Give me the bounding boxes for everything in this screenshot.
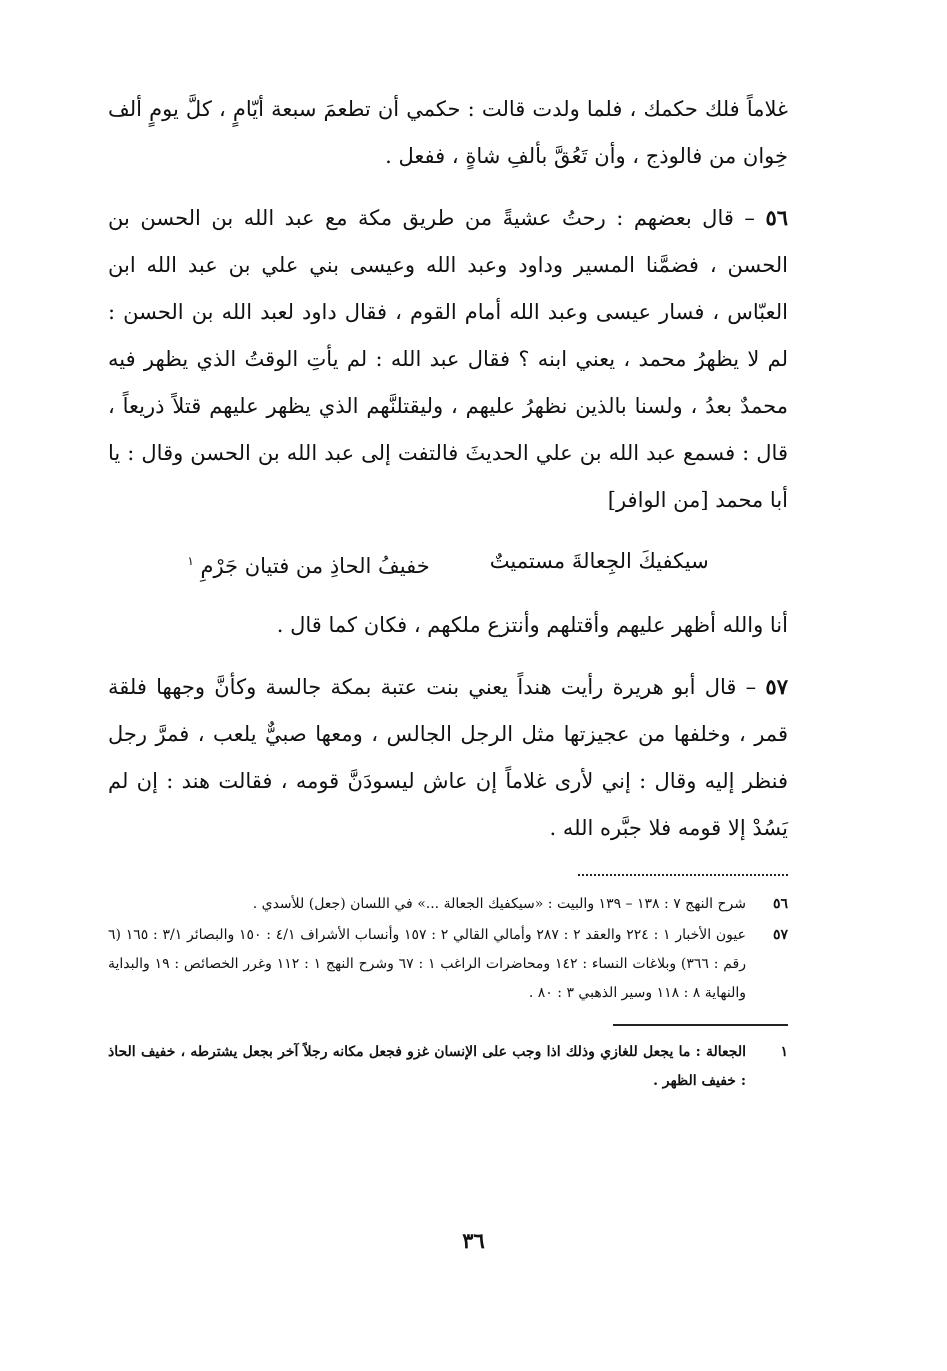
references [108,890,788,1008]
footnote [108,1038,788,1096]
paragraph-57 [108,663,788,852]
page-body [108,86,788,1096]
verse-second-text: خفيفُ الحاذِ من فتيان جَرْمِ [200,554,430,578]
reference-number: ٥٧ [772,927,788,943]
page-number: ٣٦ [462,1228,485,1253]
entry-text-56: – قال بعضهم : رحتُ عشيةً من طريق مكة مع عبد الله بن الحسن بن الحسن ، فضمَّنا المسير وداود وعبد الله وعيسى بني علي بن عبد الله ابن العبّاس ، فسار عيسى وعبد الله أمام القوم ، فقال داود لعبد الله بن الحسن : لم لا يظهرُ محمد ، يعني ابنه ؟ فقال عبد الله : لم يأتِ الوقتُ الذي يظهر فيه محمدٌ بعدُ ، ولسنا بالذين نظهرُ عليهم ، وليقتلنَّهم الذي يظهر عليهم قتلاً ذريعاً ، قال : فسمع عبد الله بن علي الحديثَ فالتفت إلى عبد الله بن الحسن وقال : يا أبا محمد [من الوافر] [108,206,788,512]
reference-text: عيون الأخبار ١ : ٢٢٤ والعقد ٢ : ٢٨٧ وأمالي القالي ٢ : ١٥٧ وأنساب الأشراف ٤/١ : ١٥٠ والبصائر ٣/١ : ١٦٥ (٦ رقم : ٣٦٦) وبلاغات النساء : ١٤٢ ومحاضرات الراغب ١ : ٦٧ وشرح النهج ١ : ١١٢ وغرر الخصائص : ١٩ والبداية والنهاية ٨ : ١١٨ وسير الذهبي ٣ : ٨٠ . [108,927,747,1001]
verse-second-hemistich [187,538,429,590]
footnote-separator [613,1024,788,1026]
paragraph-56 [108,194,788,524]
reference-56 [108,890,788,919]
reference-57 [108,921,788,1008]
paragraph-56-end: أنا والله أظهر عليهم وأقتلهم وأنتزع ملكهم ، فكان كما قال . [276,613,788,637]
entry-number-57: ٥٧ [765,674,788,699]
main-text [108,86,788,852]
entry-number-56: ٥٦ [765,205,788,230]
dotted-separator [578,874,788,876]
footnote-number: ١ [780,1044,788,1060]
reference-number: ٥٦ [772,896,788,912]
footnote-text: الجعالة : ما يجعل للغازي وذلك اذا وجب على الإنسان غزو فجعل مكانه رجلاً آخر بجعل يشترطه ، خفيف الحاذ : خفيف الظهر . [108,1044,746,1089]
paragraph-continuation: غلاماً فلك حكمك ، فلما ولدت قالت : حكمي أن تطعمَ سبعة أيّامٍ ، كلَّ يومٍ ألف خِوان من فالوذج ، وأن تَعُقَّ بألفِ شاةٍ ، ففعل . [108,97,788,168]
entry-text-57: – قال أبو هريرة رأيت هنداً يعني بنت عتبة بمكة جالسة وكأنَّ وجهها فلقة قمر ، وخلفها من عجيزتها مثل الرجل الجالس ، ومعها صبيٌّ يلعب ، فمرَّ رجل فنظر إليه وقال : إني لأرى غلاماً إن عاش ليسودَنَّ قومه ، فقالت هند : إن لم يَسُدْ إلا قومه فلا جبَّره الله . [108,675,788,840]
poetry-verse [108,538,788,590]
reference-text: شرح النهج ٧ : ١٣٨ – ١٣٩ والبيت : «سيكفيك الجعالة ...» في اللسان (جعل) للأسدي . [252,896,746,912]
verse-first-hemistich: سيكفيكَ الجِعالةَ مستميتٌ [489,549,709,573]
footnote-marker: ١ [187,554,194,568]
